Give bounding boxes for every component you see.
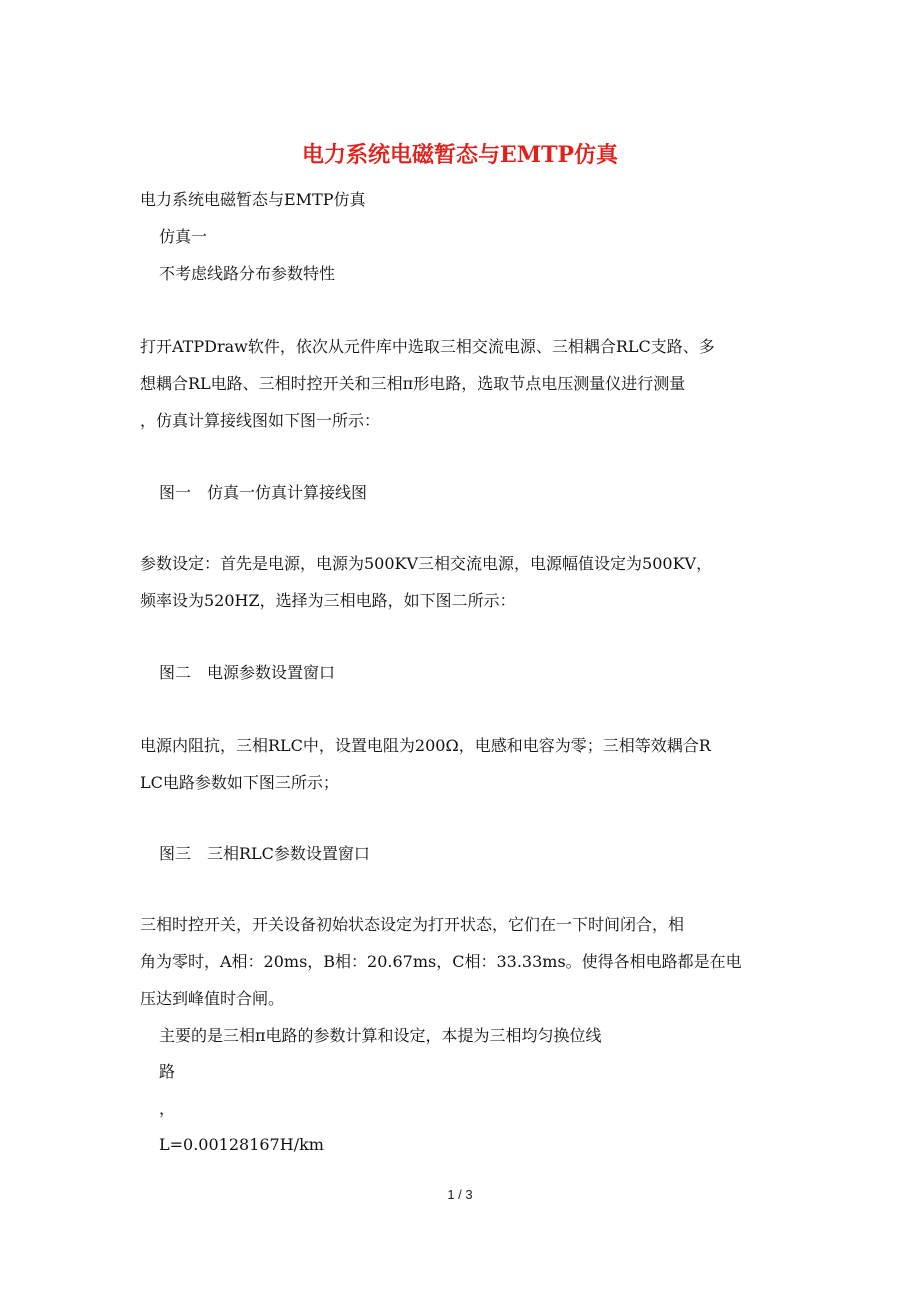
paragraph-line: ，	[159, 1099, 176, 1118]
page-number: 1 / 3	[447, 1187, 473, 1202]
paragraph-line: 三相时控开关，开关设备初始状态设定为打开状态，它们在一下时间闭合，相	[140, 915, 685, 934]
figure-caption: 图一 仿真一仿真计算接线图	[159, 483, 368, 502]
figure-caption: 图二 电源参数设置窗口	[159, 663, 336, 682]
paragraph-line: 角为零时，A相：20ms，B相：20.67ms，C相：33.33ms。使得各相电路都是在电	[140, 952, 742, 971]
paragraph-line: 打开ATPDraw软件，依次从元件库中选取三相交流电源、三相耦合RLC支路、多	[140, 337, 715, 356]
paragraph-line: ，仿真计算接线图如下图一所示：	[140, 411, 381, 430]
paragraph-line: 主要的是三相π电路的参数计算和设定，本提为三相均匀换位线	[159, 1026, 602, 1045]
section-heading: 仿真一	[159, 227, 208, 246]
paragraph-line: LC电路参数如下图三所示；	[140, 773, 339, 792]
paragraph-line: 想耦合RL电路、三相时控开关和三相π形电路，选取节点电压测量仪进行测量	[140, 374, 686, 393]
formula-line: L=0.00128167H/km	[159, 1135, 324, 1154]
paragraph-line: 路	[159, 1062, 176, 1081]
paragraph-line: 电源内阻抗，三相RLC中，设置电阻为200Ω，电感和电容为零；三相等效耦合R	[140, 736, 711, 755]
paragraph-line: 频率设为520HZ，选择为三相电路，如下图二所示：	[140, 591, 516, 610]
document-title: 电力系统电磁暂态与EMTP仿真	[301, 142, 619, 168]
paragraph-line: 压达到峰值时合闸。	[140, 989, 285, 1008]
subsection-heading: 不考虑线路分布参数特性	[159, 264, 336, 283]
figure-caption: 图三 三相RLC参数设置窗口	[159, 844, 370, 863]
paragraph-line: 参数设定：首先是电源，电源为500KV三相交流电源，电源幅值设定为500KV，	[140, 554, 713, 573]
subtitle-line: 电力系统电磁暂态与EMTP仿真	[140, 190, 366, 209]
